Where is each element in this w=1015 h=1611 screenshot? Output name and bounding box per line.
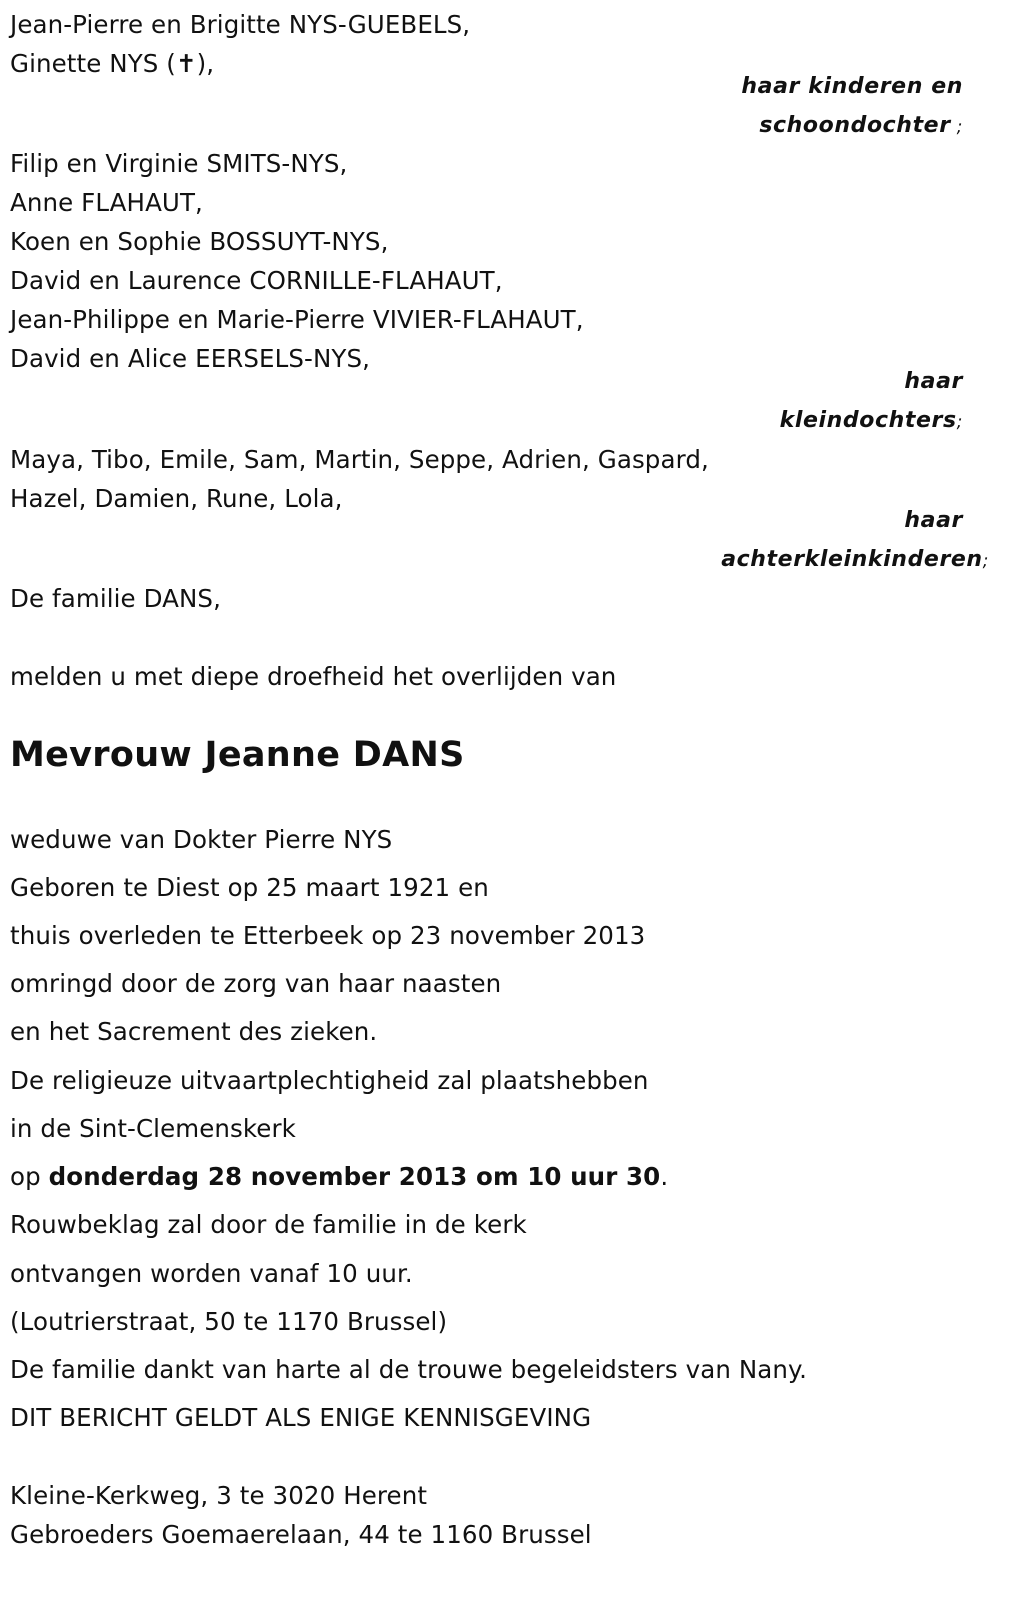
detail-line: en het Sacrement des zieken. — [10, 1017, 378, 1046]
relation-text: haar — [904, 508, 963, 533]
family-line: Jean-Philippe en Marie-Pierre VIVIER-FLAHAUT, — [10, 305, 584, 334]
detail-line: in de Sint-Clemenskerk — [10, 1114, 296, 1143]
relation-separator: ; — [950, 117, 963, 137]
relation-label — [780, 406, 963, 437]
family-line: Hazel, Damien, Rune, Lola, — [10, 484, 343, 513]
detail-line: De familie dankt van harte al de trouwe begeleidsters van Nany. — [10, 1355, 808, 1384]
funeral-date-suffix: . — [660, 1162, 669, 1191]
family-line: Maya, Tibo, Emile, Sam, Martin, Seppe, Adrien, Gaspard, — [10, 445, 709, 474]
address-line: Kleine-Kerkweg, 3 te 3020 Herent — [10, 1481, 428, 1510]
detail-line: (Loutrierstraat, 50 te 1170 Brussel) — [10, 1307, 448, 1336]
family-line: Koen en Sophie BOSSUYT-NYS, — [10, 227, 389, 256]
relation-text: haar kinderen en — [741, 74, 963, 99]
relation-label — [904, 367, 963, 397]
detail-line: Rouwbeklag zal door de familie in de kerk — [10, 1210, 527, 1239]
relation-label — [904, 506, 963, 536]
relation-separator: ; — [982, 551, 989, 571]
family-line: David en Laurence CORNILLE-FLAHAUT, — [10, 266, 503, 295]
funeral-date-line — [10, 1162, 668, 1192]
detail-line: weduwe van Dokter Pierre NYS — [10, 825, 393, 854]
relation-text: schoondochter — [759, 113, 951, 138]
family-line: Anne FLAHAUT, — [10, 188, 203, 217]
detail-line: ontvangen worden vanaf 10 uur. — [10, 1259, 413, 1288]
announcement-text: melden u met diepe droefheid het overlijden van — [10, 662, 617, 691]
address-line: Gebroeders Goemaerelaan, 44 te 1160 Brussel — [10, 1520, 592, 1549]
family-line: Filip en Virginie SMITS-NYS, — [10, 149, 348, 178]
detail-line: omringd door de zorg van haar naasten — [10, 969, 502, 998]
family-line: Jean-Pierre en Brigitte NYS-GUEBELS, — [10, 10, 471, 39]
detail-line: De religieuze uitvaartplechtigheid zal plaatshebben — [10, 1066, 649, 1095]
funeral-date-prefix: op — [10, 1162, 49, 1191]
relation-separator: ; — [956, 412, 963, 432]
relation-label — [759, 111, 963, 142]
deceased-name: Mevrouw Jeanne DANS — [10, 735, 465, 775]
relation-text: haar — [904, 369, 963, 394]
relation-text: achterkleinkinderen — [721, 547, 983, 572]
funeral-date: donderdag 28 november 2013 om 10 uur 30 — [48, 1162, 661, 1191]
detail-line: thuis overleden te Etterbeek op 23 november 2013 — [10, 921, 646, 950]
family-dans: De familie DANS, — [10, 584, 221, 613]
detail-line: Geboren te Diest op 25 maart 1921 en — [10, 873, 489, 902]
notice-statement: DIT BERICHT GELDT ALS ENIGE KENNISGEVING — [10, 1403, 592, 1432]
family-line: David en Alice EERSELS-NYS, — [10, 344, 371, 373]
relation-label — [721, 545, 989, 576]
family-line: Ginette NYS (✝), — [10, 49, 215, 78]
relation-text: kleindochters — [779, 408, 957, 433]
relation-label — [741, 72, 963, 102]
